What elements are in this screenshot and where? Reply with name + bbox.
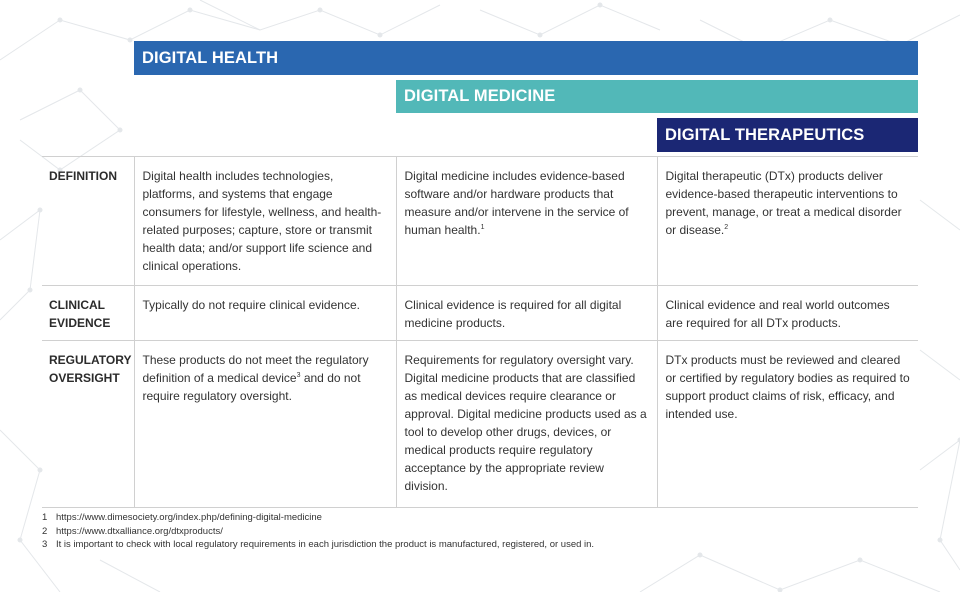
cell-text: Digital medicine includes evidence-based software and/or hardware products that measure and/or intervene in the service of human health. (404, 169, 629, 237)
footnote-ref: 2 (724, 224, 729, 231)
row-label-definition (42, 157, 134, 286)
footnote-number: 2 (42, 525, 48, 537)
cell-text: Clinical evidence is required for all digital medicine products. (404, 298, 622, 330)
footnote-ref: 1 (480, 224, 485, 231)
clinical-evidence-digital-health-cell (134, 286, 396, 341)
row-label-line: DEFINITION (49, 169, 117, 183)
footnote-text: It is important to check with local regulatory requirements in each jurisdiction the product is manufactured, registered, or used in. (56, 539, 595, 550)
clinical-evidence-digital-therapeutics-cell (657, 286, 918, 341)
digital-medicine-header-band: DIGITAL MEDICINE (396, 80, 918, 113)
footnote-text: https://www.dimesociety.org/index.php/defining-digital-medicine (56, 512, 322, 523)
cell-text: These products do not meet the regulatory definition of a medical device (142, 353, 369, 385)
footnote (42, 511, 594, 525)
row-label-clinical-evidence (42, 286, 134, 341)
cell-text: Requirements for regulatory oversight vary. Digital medicine products that are classified as medical devices require clearance or approval. Digital medicine products used as a tool to develop other drugs, devices, or medical products require regulatory acceptance by the appropriate review division. (404, 353, 647, 493)
definition-digital-health-cell (134, 157, 396, 286)
footnotes (42, 511, 594, 552)
digital-health-header-band: DIGITAL HEALTH (134, 41, 918, 75)
regulatory-oversight-row (42, 341, 918, 508)
footnote (42, 525, 594, 539)
cell-text: and do not require regulatory oversight. (142, 371, 361, 403)
comparison-table (42, 156, 918, 508)
footnote-ref: 3 (296, 372, 301, 379)
row-label-line: OVERSIGHT (49, 371, 120, 385)
regulatory-oversight-digital-medicine-cell (396, 341, 657, 508)
clinical-evidence-digital-medicine-cell (396, 286, 657, 341)
cell-text: Digital health includes technologies, platforms, and systems that engage consumers for lifestyle, wellness, and health-related purposes; capture, store or transmit health data; and/or support life science and clinical operations. (142, 169, 382, 273)
definition-row (42, 157, 918, 286)
clinical-evidence-row (42, 286, 918, 341)
cell-text: Digital therapeutic (DTx) products deliver evidence-based therapeutic interventions to prevent, manage, or treat a medical disorder or disease. (665, 169, 902, 237)
digital-therapeutics-header-band: DIGITAL THERAPEUTICS (657, 118, 918, 152)
footnote-text: https://www.dtxalliance.org/dtxproducts/ (56, 525, 223, 537)
row-label-line: EVIDENCE (49, 316, 111, 330)
row-label-regulatory-oversight (42, 341, 134, 508)
regulatory-oversight-digital-health-cell (134, 341, 396, 508)
cell-text: Clinical evidence and real world outcomes are required for all DTx products. (665, 298, 890, 330)
definition-digital-therapeutics-cell (657, 157, 918, 286)
footnote-number: 3 (42, 539, 48, 550)
row-label-line: REGULATORY (49, 353, 132, 367)
footnote (42, 538, 594, 552)
cell-text: DTx products must be reviewed and cleared or certified by regulatory bodies as required to support product claims of risk, efficacy, and intended use. (665, 353, 910, 421)
row-label-line: CLINICAL (49, 298, 105, 312)
cell-text: Typically do not require clinical evidence. (142, 298, 360, 312)
footnote-number: 1 (42, 512, 48, 523)
definition-digital-medicine-cell (396, 157, 657, 286)
regulatory-oversight-digital-therapeutics-cell (657, 341, 918, 508)
